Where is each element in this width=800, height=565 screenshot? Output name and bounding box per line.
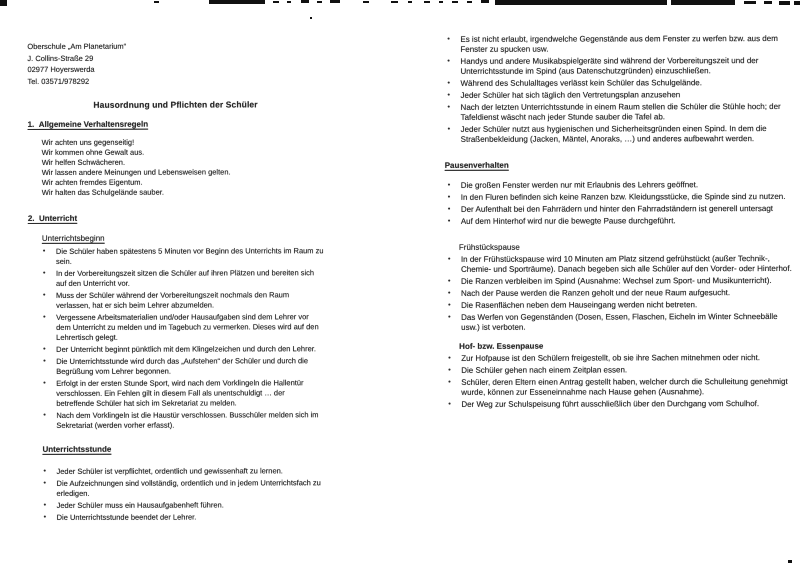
bullet-marker-icon: •: [448, 366, 451, 374]
bullet-text: Zur Hofpause ist den Schülern freigestellt, ob sie ihre Sachen mitnehmen oder nicht.: [461, 353, 761, 363]
bullet-text: Muss der Schüler während der Vorbereitungszeit nochmals den Raum verlassen, hat er sich beim Lehrer abzumelden.: [56, 290, 290, 310]
subsection-heading: Unterrichtsbeginn: [41, 233, 105, 243]
bullet-item: [446, 34, 794, 55]
bullet-item: [42, 344, 324, 355]
bullet-item: [446, 56, 794, 77]
bullet-item: [447, 204, 795, 215]
bullet-marker-icon: •: [42, 269, 46, 277]
bullet-text: Die Unterrichtsstunde wird durch das „Aufstehen“ der Schüler und durch die Begrüßung vom Lehrer begonnen.: [56, 356, 309, 376]
rule-line: Wir lassen andere Meinungen und Lebensweisen gelten.: [41, 167, 231, 177]
bullet-marker-icon: •: [448, 289, 451, 297]
bullet-item: [42, 312, 324, 343]
bullet-marker-icon: •: [447, 255, 451, 263]
bullet-item: [446, 90, 794, 101]
bullet-item: [447, 102, 795, 123]
section-heading-label: 2. Unterricht: [27, 213, 78, 223]
section-heading-label: 1. Allgemeine Verhaltensregeln: [27, 119, 149, 129]
rule-line: Wir kommen ohne Gewalt aus.: [41, 147, 145, 157]
bullet-item: [447, 377, 795, 398]
subsection-heading: Unterrichtsstunde: [42, 444, 112, 454]
bullet-marker-icon: •: [448, 313, 451, 321]
right-column-blocks: [444, 34, 795, 410]
rule-lines: [42, 137, 324, 198]
bullet-item: [447, 288, 795, 299]
bullet-marker-icon: •: [447, 57, 450, 65]
bullet-marker-icon: •: [447, 277, 451, 285]
bullet-text: Die Schüler haben spätestens 5 Minuten vor Beginn des Unterrichts im Raum zu sein.: [55, 246, 324, 266]
bullet-item: [43, 512, 325, 523]
bullet-list: [447, 180, 795, 227]
left-column-blocks: [28, 119, 325, 523]
bullet-text: Jeder Schüler muss ein Hausaufgabenheft führen.: [56, 500, 224, 510]
bullet-text: Die Unterrichtsstunde beendet der Lehrer.: [56, 512, 197, 522]
bullet-item: [447, 312, 795, 333]
bullet-item: [447, 216, 795, 227]
bullet-item: [447, 192, 795, 203]
school-street: J. Collins-Straße 29: [27, 53, 94, 63]
school-phone: Tel. 03571/978292: [27, 76, 90, 86]
bullet-marker-icon: •: [447, 103, 451, 111]
bullet-marker-icon: •: [43, 345, 46, 353]
bullet-marker-icon: •: [447, 35, 450, 43]
right-column: [444, 34, 795, 412]
document-title: Hausordnung und Pflichten der Schüler: [93, 99, 258, 110]
bullet-item: [42, 356, 324, 377]
bullet-item: [43, 500, 325, 511]
bullet-text: In der Frühstückspause wird 10 Minuten am Platz sitzend gefrühstückt (außer Technik-, Chemie- und Sporträume). Danach begeben sich alle Schüler auf den Vorder- oder Hinterhof.: [460, 254, 792, 274]
bullet-marker-icon: •: [448, 301, 451, 309]
bullet-text: Handys und andere Musikabspielgeräte sind während der Vorbereitungszeit und der Unterrichtsstunde im Spind (aus Datenschutzgründen) einzuschließen.: [460, 56, 759, 76]
section-heading: [28, 119, 324, 130]
bullet-text: Die Aufzeichnungen sind vollständig, ordentlich und in jedem Unterrichtsfach zu erledigen.: [56, 478, 321, 498]
bullet-marker-icon: •: [43, 291, 46, 299]
bullet-item: [447, 365, 795, 376]
bullet-text: Schüler, deren Eltern einen Antrag gestellt haben, welcher durch die Schulleitung genehmigt wurde, können zur Esseneinnahme nach Hause gehen (Ausnahme).: [461, 376, 788, 397]
bullet-marker-icon: •: [448, 400, 451, 408]
bullet-marker-icon: •: [43, 513, 47, 521]
bullet-marker-icon: •: [43, 357, 46, 365]
bullet-item: [447, 276, 795, 287]
bullet-text: Jeder Schüler nutzt aus hygienischen und Sicherheitsgründen einen Spind. In dem die Straßenbekleidung (Jacken, Mäntel, Anoraks, …) und anderes aufbewahrt werden.: [460, 124, 767, 144]
bullet-text: Nach dem Vorklingeln ist die Haustür verschlossen. Busschüler melden sich im Sekretariat (werden vorher erfasst).: [56, 410, 319, 430]
bullet-text: Erfolgt in der ersten Stunde Sport, wird nach dem Vorklingeln die Hallentür verschlossen. Ein Fehlen gilt in diesem Fall als unentschuldigt … der betreffende Schüler hat sich im Sekretariat zu melden.: [56, 378, 304, 408]
bullet-text: Jeder Schüler hat sich täglich den Vertretungsplan anzusehen: [460, 90, 681, 100]
bullet-item: [42, 268, 324, 289]
bullet-marker-icon: •: [447, 193, 451, 201]
bullet-marker-icon: •: [43, 379, 46, 387]
bullet-text: Vergessene Arbeitsmaterialien und/oder Hausaufgaben sind dem Lehrer vor dem Unterricht zu melden und im Tagebuch zu vermerken. Dieses wird auf den Lehrertisch gelegt.: [56, 312, 319, 342]
bullet-item: [43, 478, 325, 499]
bullet-text: Die Schüler gehen nach einem Zeitplan essen.: [461, 365, 628, 375]
bullet-text: In der Vorbereitungszeit sitzen die Schüler auf ihren Plätzen und bereiten sich auf den Unterricht vor.: [55, 268, 315, 288]
bullet-marker-icon: •: [448, 354, 451, 362]
school-city: 02977 Hoyerswerda: [27, 64, 95, 74]
bullet-marker-icon: •: [43, 313, 46, 321]
bullet-item: [42, 466, 324, 477]
subsection-heading: Frühstückspause: [458, 242, 520, 252]
bullet-text: Die Rasenflächen neben dem Hauseingang werden nicht betreten.: [461, 300, 698, 310]
subsection-heading: Hof- bzw. Essenpause: [459, 341, 544, 351]
bullet-item: [447, 254, 795, 275]
bullet-text: Nach der letzten Unterrichtsstunde in einem Raum stellen die Schüler die Stühle hoch; der Tafeldienst wäscht nach jeder Stunde sauber die Tafel ab.: [460, 102, 781, 122]
bullet-item: [42, 378, 324, 409]
bullet-marker-icon: •: [43, 479, 46, 487]
school-address-block: [27, 40, 323, 87]
bullet-marker-icon: •: [447, 91, 450, 99]
bullet-item: [447, 124, 795, 145]
bullet-list: [42, 466, 324, 523]
bullet-marker-icon: •: [447, 205, 451, 213]
bullet-text: Jeder Schüler ist verpflichtet, ordentlich und gewissenhaft zu lernen.: [56, 466, 283, 476]
bullet-text: Es ist nicht erlaubt, irgendwelche Gegenstände aus dem Fenster zu werfen bzw. aus dem Fenster zu spucken usw.: [460, 34, 778, 54]
bullet-item: [447, 180, 795, 191]
bullet-marker-icon: •: [447, 181, 451, 189]
bullet-text: Der Weg zur Schulspeisung führt ausschließlich über den Durchgang vom Schulhof.: [461, 399, 760, 409]
rule-line: Wir achten fremdes Eigentum.: [41, 177, 143, 187]
bullet-list: [447, 353, 795, 410]
rule-line: Wir halten das Schulgelände sauber.: [41, 187, 164, 197]
bullet-item: [447, 300, 795, 311]
bullet-item: [447, 353, 795, 364]
bullet-text: Nach der Pause werden die Ranzen geholt und der neue Raum aufgesucht.: [461, 288, 731, 298]
section-heading: [28, 213, 324, 224]
rule-line: Wir helfen Schwächeren.: [41, 157, 126, 167]
bullet-marker-icon: •: [447, 217, 451, 225]
left-column: [27, 40, 324, 525]
section-heading-label: Pausenverhalten: [444, 160, 509, 170]
bullet-item: [42, 290, 324, 311]
school-name: Oberschule „Am Planetarium“: [27, 41, 127, 51]
bullet-list: [447, 254, 795, 333]
bullet-text: Die großen Fenster werden nur mit Erlaubnis des Lehrers geöffnet.: [460, 180, 699, 190]
bullet-marker-icon: •: [43, 467, 46, 475]
section-heading: [445, 160, 795, 171]
bullet-item: [447, 399, 795, 410]
bullet-text: Auf dem Hinterhof wird nur die bewegte Pause durchgeführt.: [460, 216, 676, 226]
bullet-text: Das Werfen von Gegenständen (Dosen, Essen, Flaschen, Eicheln im Winter Schneebälle usw.) ist verboten.: [461, 312, 778, 332]
bullet-text: Der Unterricht beginnt pünktlich mit dem Klingelzeichen und durch den Lehrer.: [56, 344, 316, 354]
bullet-item: [42, 410, 324, 431]
bullet-list: [446, 34, 794, 145]
bullet-marker-icon: •: [43, 501, 47, 509]
bullet-item: [446, 78, 794, 89]
bullet-text: Die Ranzen verbleiben im Spind (Ausnahme: Wechsel zum Sport- und Musikunterricht).: [460, 276, 772, 286]
bullet-marker-icon: •: [447, 79, 450, 87]
bullet-text: Während des Schulalltages verlässt kein Schüler das Schulgelände.: [460, 78, 702, 88]
bullet-list: [42, 246, 324, 431]
bullet-text: In den Fluren befinden sich keine Ranzen bzw. Kleidungsstücke, die Spinde sind zu nutzen.: [460, 191, 786, 202]
rule-line: Wir achten uns gegenseitig!: [41, 137, 135, 147]
bullet-item: [42, 246, 324, 267]
bullet-marker-icon: •: [448, 378, 451, 386]
bullet-text: Der Aufenthalt bei den Fahrrädern und hinter den Fahrradständern ist generell untersagt: [460, 204, 774, 214]
bullet-marker-icon: •: [42, 247, 46, 255]
bullet-marker-icon: •: [447, 125, 451, 133]
bullet-marker-icon: •: [43, 411, 46, 419]
